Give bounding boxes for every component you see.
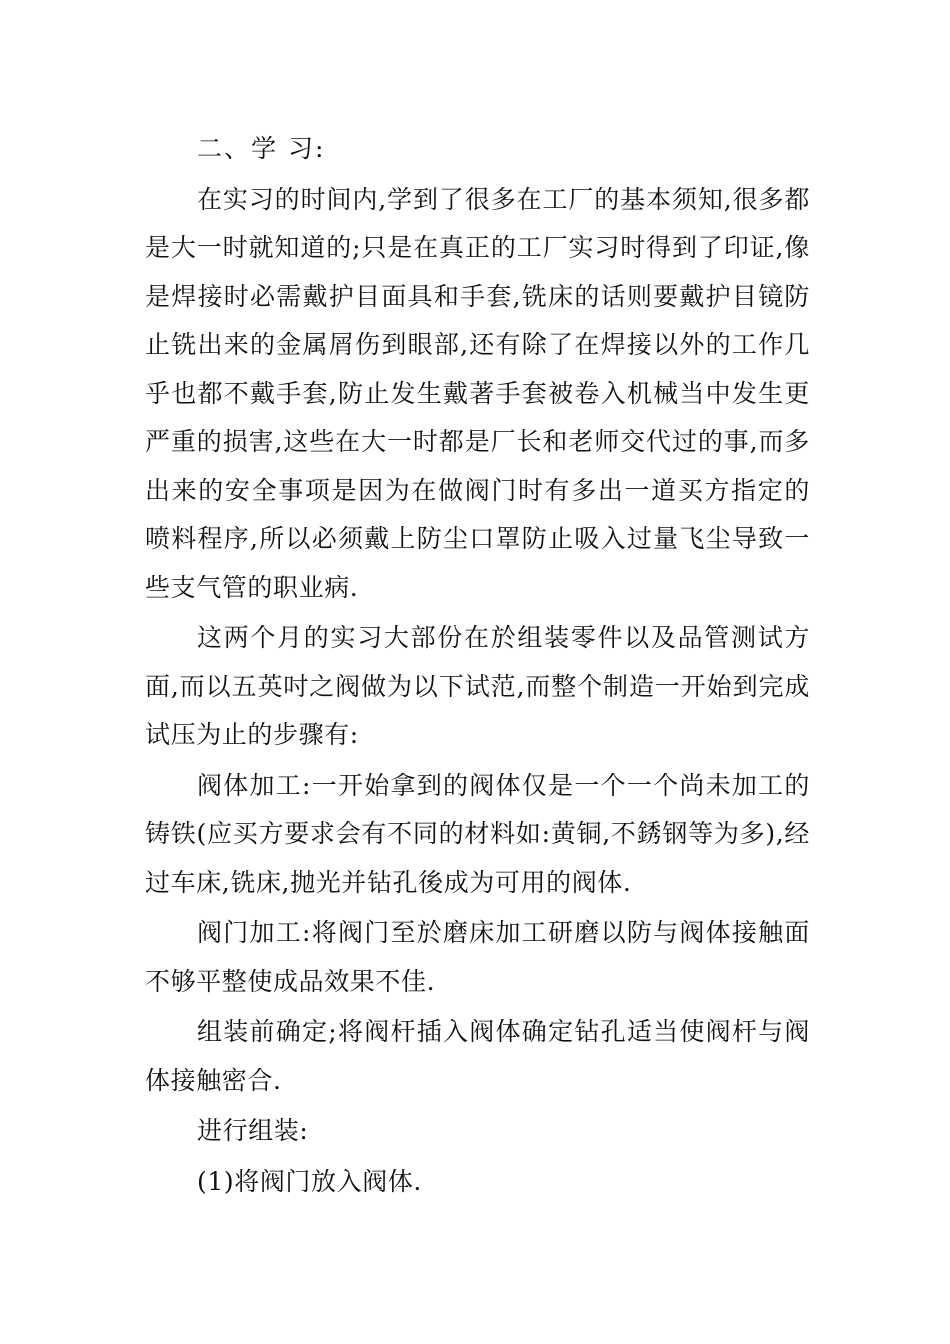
paragraph-valve-gate-machining: 阀门加工:将阀门至於磨床加工研磨以防与阀体接触面不够平整使成品效果不佳. — [145, 918, 810, 996]
document-body — [145, 125, 810, 1206]
paragraph-assembly-heading: 进行组装: — [197, 1116, 309, 1145]
paragraph-internship-overview: 这两个月的实习大部份在於组装零件以及品管测试方面,而以五英吋之阀做为以下试范,而整个制造一开始到完成试压为止的步骤有: — [145, 623, 810, 749]
section-heading: 二、学 习: — [197, 134, 326, 163]
paragraph-valve-body-machining: 阀体加工:一开始拿到的阀体仅是一个一个尚未加工的铸铁(应买方要求会有不同的材料如:黄铜,不銹钢等为多),经过车床,铣床,抛光并钻孔後成为可用的阀体. — [145, 770, 810, 897]
paragraph-safety: 在实习的时间内,学到了很多在工厂的基本须知,很多都是大一时就知道的;只是在真正的工厂实习时得到了印证,像是焊接时必需戴护目面具和手套,铣床的话则要戴护目镜防止铣出来的金属屑伤到眼部,还有除了在焊接以外的工作几乎也都不戴手套,防止发生戴著手套被卷入机械当中发生更严重的损害,这些在大一时都是厂长和老师交代过的事,而多出来的安全事项是因为在做阀门时有多出一道买方指定的喷料程序,所以必须戴上防尘口罩防止吸入过量飞尘导致一些支气管的职业病. — [145, 184, 810, 602]
paragraph-pre-assembly-check: 组装前确定;将阀杆插入阀体确定钻孔适当使阀杆与阀体接触密合. — [145, 1017, 810, 1095]
paragraph-assembly-step-1: (1)将阀门放入阀体. — [197, 1166, 422, 1196]
